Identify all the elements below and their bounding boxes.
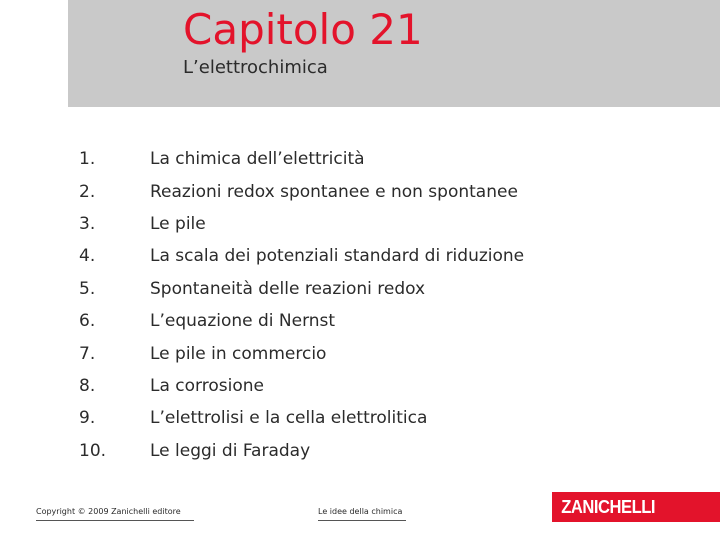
toc-item-text: La scala dei potenziali standard di riduzione xyxy=(150,246,525,266)
toc-item-text: L’elettrolisi e la cella elettrolitica xyxy=(150,408,428,428)
toc-item-number: 2. xyxy=(79,182,96,202)
toc-item xyxy=(0,438,720,464)
toc-item-text: Spontaneità delle reazioni redox xyxy=(150,279,426,299)
toc-item xyxy=(0,405,720,431)
footer-copyright: Copyright © 2009 Zanichelli editore xyxy=(36,507,181,516)
toc-item-text: La chimica dell’elettricità xyxy=(150,149,365,169)
toc-item-text: Le pile xyxy=(150,214,206,234)
footer-book-title: Le idee della chimica xyxy=(318,507,403,516)
toc-item xyxy=(0,276,720,302)
toc-item xyxy=(0,146,720,172)
toc-item xyxy=(0,373,720,399)
toc-item xyxy=(0,308,720,334)
toc-item-number: 8. xyxy=(79,376,96,396)
toc-item-number: 7. xyxy=(79,344,96,364)
toc-item-number: 10. xyxy=(79,441,107,461)
toc-item xyxy=(0,341,720,367)
footer-divider xyxy=(36,520,194,521)
toc-item xyxy=(0,211,720,237)
footer-divider xyxy=(318,520,406,521)
toc-item-number: 3. xyxy=(79,214,96,234)
logo-text: ZANICHELLI xyxy=(561,497,656,517)
toc-item-text: Reazioni redox spontanee e non spontanee xyxy=(150,182,518,202)
toc-item-number: 4. xyxy=(79,246,96,266)
chapter-subtitle: L’elettrochimica xyxy=(183,57,328,78)
toc-item-text: Le pile in commercio xyxy=(150,344,327,364)
toc-item-text: La corrosione xyxy=(150,376,264,396)
toc-item-number: 6. xyxy=(79,311,96,331)
zanichelli-logo xyxy=(552,492,720,522)
toc-item-number: 5. xyxy=(79,279,96,299)
toc-item xyxy=(0,243,720,269)
toc-item-text: Le leggi di Faraday xyxy=(150,441,311,461)
toc-item-number: 9. xyxy=(79,408,96,428)
toc-item-text: L’equazione di Nernst xyxy=(150,311,336,331)
chapter-title: Capitolo 21 xyxy=(183,5,423,54)
toc-item xyxy=(0,179,720,205)
toc-item-number: 1. xyxy=(79,149,96,169)
